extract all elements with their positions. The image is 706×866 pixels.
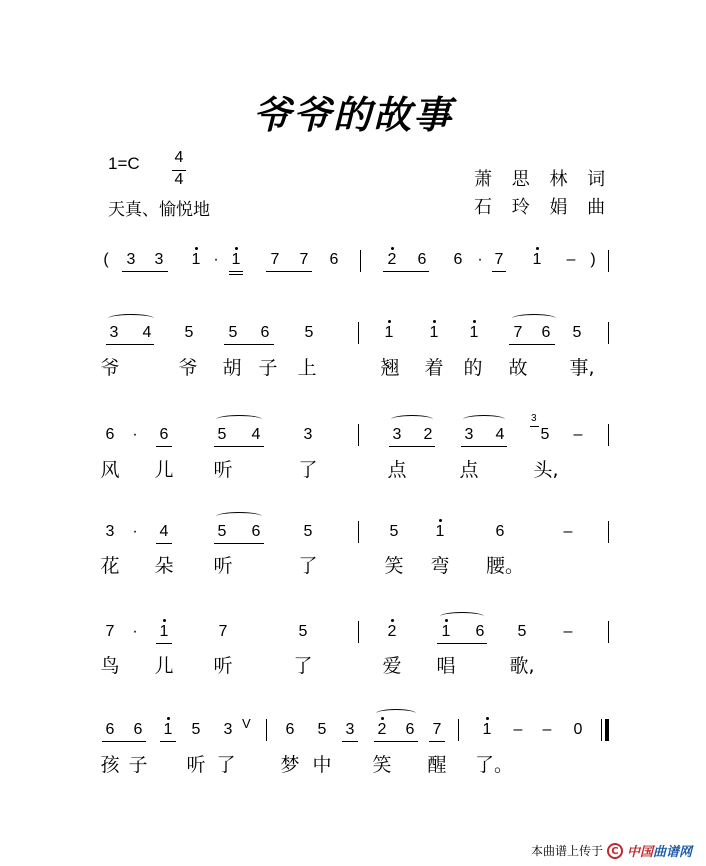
lyric: 弯 [430,555,450,577]
beam [122,271,168,272]
high-dot [235,247,238,250]
slur [391,415,433,424]
beam [156,446,172,447]
note: 1 [532,251,542,268]
high-dot [163,619,166,622]
note: 3 [154,251,164,268]
slur [512,314,556,323]
beam [214,543,264,544]
lyric: 故 [508,357,528,379]
dot: · [132,523,138,540]
note: 6 [417,251,427,268]
note: 1 [191,251,201,268]
lyric: 歌, [509,655,535,677]
lyric: 醒 [427,754,447,776]
lyric: 点 [459,459,479,481]
lyric: 着 [424,357,444,379]
key-signature: 1=C [108,154,140,173]
note: 5 [317,721,327,738]
high-dot [473,320,476,323]
high-dot [195,247,198,250]
beam [461,446,507,447]
composer-credit: 石 玲 娟 曲 [474,197,613,218]
lyric: 了 [298,555,318,577]
site-brand[interactable] [627,841,692,860]
high-dot [445,619,448,622]
note: 3 [126,251,136,268]
note: 6 [405,721,415,738]
note: 5 [540,426,550,443]
lyric: 胡 [222,357,242,379]
note: 6 [251,523,261,540]
note: 5 [217,426,227,443]
grace-note: 3 [531,413,537,424]
slur [463,415,505,424]
note: 5 [517,623,527,640]
lyric: 腰。 [486,555,525,577]
lyric: 儿 [154,459,174,481]
lyric: 中 [312,754,332,776]
note: 5 [572,324,582,341]
note: 1 [384,324,394,341]
slur [108,314,154,323]
note: 2 [377,721,387,738]
high-dot [391,619,394,622]
note: 7 [513,324,523,341]
lyric: 了 [293,655,313,677]
note: 7 [270,251,280,268]
lyric: 朵 [154,555,174,577]
note: 6 [475,623,485,640]
lyric: 风 [100,459,120,481]
note: 3 [464,426,474,443]
dot: · [477,251,483,268]
beam [374,741,418,742]
dash: – [563,623,573,640]
note: 1 [429,324,439,341]
dot: · [132,426,138,443]
beam [389,446,435,447]
note: 5 [228,324,238,341]
dot: · [213,251,219,268]
lyric: 听 [186,754,206,776]
note: 1 [441,623,451,640]
lyric: 儿 [154,655,174,677]
note: 6 [453,251,463,268]
note: 6 [541,324,551,341]
close-paren: ) [590,251,596,268]
note: 1 [163,721,173,738]
note: 6 [105,426,115,443]
time-signature-numerator: 4 [174,149,184,166]
note: 4 [142,324,152,341]
tempo-marking: 天真、愉悦地 [108,200,210,220]
high-dot [167,717,170,720]
note: 5 [217,523,227,540]
barline [458,719,459,741]
lyric: 听 [213,655,233,677]
final-barline-thin [601,719,602,741]
note: 1 [482,721,492,738]
note: 1 [159,623,169,640]
song-title: 爷爷的故事 [252,92,453,137]
note: 3 [392,426,402,443]
beam [229,271,243,272]
note: 0 [573,721,583,738]
high-dot [391,247,394,250]
barline [358,424,359,446]
lyric: 爱 [382,655,402,677]
lyric: 子 [258,357,278,379]
lyric: 笑 [372,754,392,776]
note: 6 [133,721,143,738]
lyricist-credit: 萧 思 林 词 [474,169,613,190]
high-dot [439,519,442,522]
note: 6 [495,523,505,540]
site-brand-part2: 曲谱网 [652,845,692,860]
lyric: 听 [213,555,233,577]
final-barline-thick [605,719,609,741]
upload-source-footer [531,841,692,860]
note: 6 [285,721,295,738]
beam [492,271,506,272]
note: 5 [389,523,399,540]
lyric: 爷 [178,357,198,379]
barline [608,621,609,643]
beam [224,344,274,345]
lyric: 笑 [384,555,404,577]
barline [608,521,609,543]
note: 5 [298,623,308,640]
high-dot [381,717,384,720]
lyric: 上 [297,357,317,379]
note: 3 [223,721,233,738]
lyric: 孩 [100,754,120,776]
beam [266,271,312,272]
high-dot [433,320,436,323]
beam [102,741,146,742]
barline [608,250,609,272]
site-logo-icon: C [607,843,623,859]
note: 6 [159,426,169,443]
note: 2 [387,251,397,268]
open-paren: ( [103,251,109,268]
note: 5 [191,721,201,738]
note: 4 [495,426,505,443]
note: 4 [251,426,261,443]
lyric: 梦 [280,754,300,776]
barline [358,322,359,344]
dot: · [132,623,138,640]
note: 6 [260,324,270,341]
lyric: 听 [213,459,233,481]
beam [156,543,172,544]
note: 3 [345,721,355,738]
note: 4 [159,523,169,540]
high-dot [536,247,539,250]
note: 2 [423,426,433,443]
high-dot [388,320,391,323]
barline [266,719,267,741]
footer-text: 本曲谱上传于 [530,844,603,858]
note: 5 [184,324,194,341]
beam [509,344,555,345]
beam [342,741,358,742]
dash: – [566,251,576,268]
beam [383,271,429,272]
lyric: 的 [463,357,483,379]
barline [608,424,609,446]
high-dot [486,717,489,720]
barline [358,521,359,543]
beam [229,274,243,275]
dash: – [542,721,552,738]
note: 2 [387,623,397,640]
lyric: 了 [298,459,318,481]
barline [360,250,361,272]
beam [429,741,445,742]
lyric: 唱 [436,655,456,677]
note: 3 [303,426,313,443]
lyric: 翘 [380,357,400,379]
note: 7 [218,623,228,640]
note: 7 [105,623,115,640]
lyric: 子 [128,754,148,776]
note: 6 [105,721,115,738]
note: 3 [109,324,119,341]
note: 6 [329,251,339,268]
note: 3 [105,523,115,540]
barline [358,621,359,643]
note: 5 [304,324,314,341]
barline [608,322,609,344]
note: 7 [432,721,442,738]
beam [160,741,176,742]
breath-mark: V [242,716,251,731]
dash: – [513,721,523,738]
note: 5 [303,523,313,540]
lyric: 了。 [475,754,514,776]
lyric: 点 [387,459,407,481]
time-signature-denominator: 4 [174,171,184,188]
note: 1 [469,324,479,341]
dash: – [573,426,583,443]
slur [216,415,262,424]
dash: – [563,523,573,540]
note: 7 [299,251,309,268]
slur [216,512,262,521]
note: 1 [435,523,445,540]
lyric: 了 [216,754,236,776]
beam [214,446,264,447]
beam [156,643,172,644]
beam [106,344,154,345]
beam [437,643,487,644]
lyric: 头, [533,459,559,481]
lyric: 花 [100,555,120,577]
note: 7 [494,251,504,268]
note: 1 [231,251,241,268]
site-brand-part1: 中国 [626,845,653,860]
lyric: 鸟 [100,655,120,677]
lyric: 事, [569,357,595,379]
lyric: 爷 [100,357,120,379]
